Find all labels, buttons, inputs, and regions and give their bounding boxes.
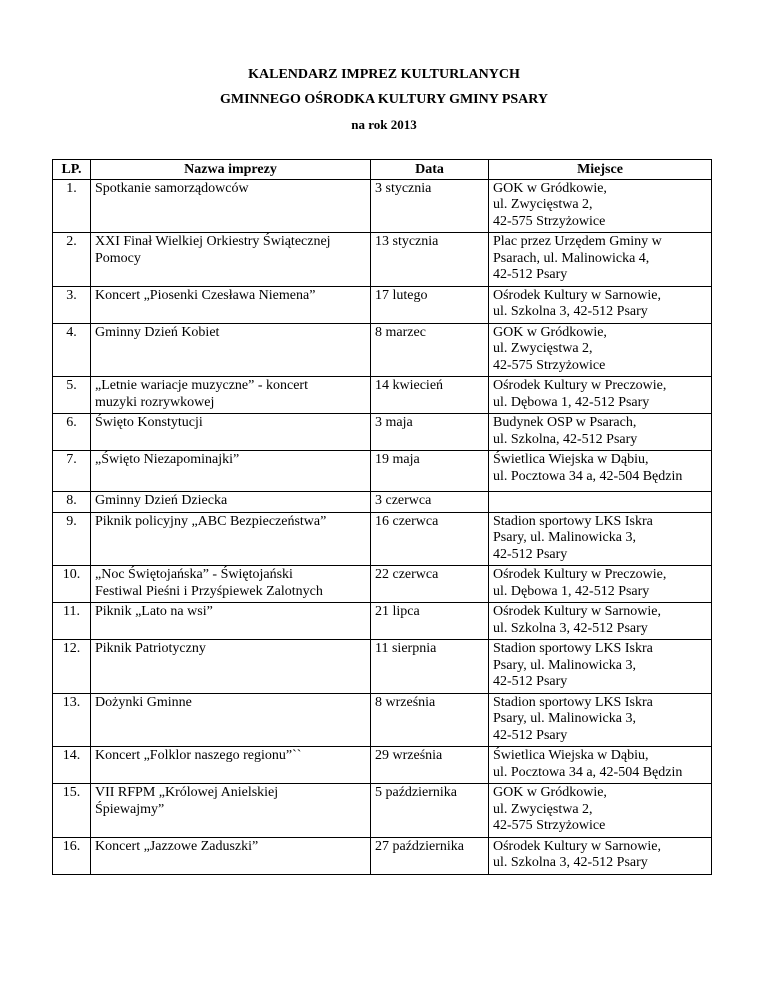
event-name	[91, 323, 371, 377]
events-table	[52, 159, 712, 875]
header-event-name: Nazwa imprezy	[91, 160, 371, 180]
event-name-line: „Letnie wariacje muzyczne” - koncert	[95, 378, 308, 393]
event-name	[91, 747, 371, 784]
row-number: 8.	[53, 492, 91, 513]
event-place-line: Budynek OSP w Psarach,	[493, 415, 637, 430]
event-name-line: Piknik policyjny „ABC Bezpieczeństwa”	[95, 513, 327, 529]
event-place	[489, 640, 712, 694]
event-place	[489, 747, 712, 784]
table-row	[53, 603, 712, 640]
event-place	[489, 512, 712, 566]
event-date: 29 września	[371, 747, 489, 784]
event-name	[91, 451, 371, 492]
event-date: 8 września	[371, 693, 489, 747]
table-row	[53, 693, 712, 747]
event-date: 8 marzec	[371, 323, 489, 377]
event-place-line: 42-512 Psary	[493, 727, 568, 743]
event-place	[489, 566, 712, 603]
event-place	[489, 451, 712, 492]
event-date: 21 lipca	[371, 603, 489, 640]
table-row	[53, 640, 712, 694]
table-row	[53, 179, 712, 233]
table-row	[53, 377, 712, 414]
event-place-line: GOK w Gródkowie,	[493, 785, 607, 800]
event-place	[489, 603, 712, 640]
event-place-line: ul. Pocztowa 34 a, 42-504 Będzin	[493, 764, 683, 780]
event-place-line: Plac przez Urzędem Gminy w	[493, 234, 662, 249]
table-header-row	[53, 160, 712, 180]
event-place-line: Ośrodek Kultury w Sarnowie,	[493, 604, 661, 619]
document-year: na rok 2013	[351, 117, 417, 132]
row-number: 5.	[53, 377, 91, 414]
event-name-line: Piknik „Lato na wsi”	[95, 604, 213, 619]
event-place-line: ul. Szkolna 3, 42-512 Psary	[493, 304, 648, 319]
event-place	[489, 693, 712, 747]
table-row	[53, 512, 712, 566]
row-number: 2.	[53, 233, 91, 287]
event-place-line: Stadion sportowy LKS Iskra	[493, 513, 653, 529]
event-place-line: ul. Zwycięstwa 2,	[493, 801, 593, 817]
event-name	[91, 179, 371, 233]
event-place-line: 42-575 Strzyżowice	[493, 357, 606, 373]
row-number: 13.	[53, 693, 91, 747]
event-place-line: ul. Dębowa 1, 42-512 Psary	[493, 394, 650, 410]
event-place	[489, 837, 712, 874]
event-name-line: Koncert „Piosenki Czesława Niemena”	[95, 287, 316, 303]
row-number: 15.	[53, 784, 91, 838]
table-row	[53, 747, 712, 784]
event-name-line: Koncert „Jazzowe Zaduszki”	[95, 838, 259, 854]
event-name-line: Śpiewajmy”	[95, 801, 165, 817]
event-place-line: Ośrodek Kultury w Preczowie,	[493, 378, 667, 393]
event-place-line: ul. Zwycięstwa 2,	[493, 197, 593, 212]
event-place-line: Psarach, ul. Malinowicka 4,	[493, 250, 650, 266]
event-place-line: ul. Dębowa 1, 42-512 Psary	[493, 583, 650, 599]
event-date: 13 stycznia	[371, 233, 489, 287]
header-place: Miejsce	[489, 160, 712, 180]
event-date: 14 kwiecień	[371, 377, 489, 414]
event-place-line: Ośrodek Kultury w Sarnowie,	[493, 287, 661, 303]
event-date: 16 czerwca	[371, 512, 489, 566]
event-name-line: XXI Finał Wielkiej Orkiestry Świątecznej	[95, 234, 331, 249]
event-place-line: GOK w Gródkowie,	[493, 180, 607, 196]
event-name-line: VII RFPM „Królowej Anielskiej	[95, 785, 279, 800]
event-date: 27 października	[371, 837, 489, 874]
event-name	[91, 414, 371, 451]
header-date: Data	[371, 160, 489, 180]
row-number: 16.	[53, 837, 91, 874]
row-number: 12.	[53, 640, 91, 694]
event-name-line: „Święto Niezapominajki”	[95, 452, 240, 467]
event-place	[489, 377, 712, 414]
row-number: 4.	[53, 323, 91, 377]
row-number: 7.	[53, 451, 91, 492]
document-subtitle: GMINNEGO OŚRODKA KULTURY GMINY PSARY	[219, 92, 549, 107]
event-date: 3 maja	[371, 414, 489, 451]
event-name	[91, 233, 371, 287]
event-place-line: ul. Zwycięstwa 2,	[493, 341, 593, 356]
event-place	[489, 323, 712, 377]
event-name-line: muzyki rozrywkowej	[95, 394, 215, 410]
event-place-line: 42-512 Psary	[493, 546, 568, 562]
event-place	[489, 286, 712, 323]
event-place-line: Ośrodek Kultury w Preczowie,	[493, 567, 667, 582]
table-row	[53, 837, 712, 874]
event-name-line: Piknik Patriotyczny	[95, 641, 206, 656]
row-number: 9.	[53, 512, 91, 566]
table-row	[53, 233, 712, 287]
table-row	[53, 323, 712, 377]
table-row	[53, 451, 712, 492]
table-row	[53, 566, 712, 603]
event-place	[489, 179, 712, 233]
event-name	[91, 492, 371, 513]
event-place-line: ul. Pocztowa 34 a, 42-504 Będzin	[493, 468, 683, 484]
event-date: 3 czerwca	[371, 492, 489, 513]
event-place-line: ul. Szkolna 3, 42-512 Psary	[493, 620, 648, 636]
event-name	[91, 603, 371, 640]
event-place-line: Świetlica Wiejska w Dąbiu,	[493, 748, 649, 763]
event-name-line: Gminny Dzień Kobiet	[95, 324, 220, 340]
row-number: 10.	[53, 566, 91, 603]
row-number: 14.	[53, 747, 91, 784]
event-name-line: Spotkanie samorządowców	[95, 180, 249, 196]
event-place	[489, 414, 712, 451]
event-place-line: Psary, ul. Malinowicka 3,	[493, 530, 636, 545]
table-row	[53, 784, 712, 838]
event-name	[91, 837, 371, 874]
event-name	[91, 784, 371, 838]
event-place-line: ul. Szkolna 3, 42-512 Psary	[493, 855, 648, 870]
event-place	[489, 492, 712, 513]
event-place-line: ul. Szkolna, 42-512 Psary	[493, 431, 638, 447]
event-name	[91, 640, 371, 694]
event-place-line: Psary, ul. Malinowicka 3,	[493, 657, 636, 673]
event-place-line: 42-512 Psary	[493, 267, 568, 282]
table-row	[53, 414, 712, 451]
header-lp: LP.	[53, 160, 91, 180]
event-name-line: Koncert „Folklor naszego regionu”``	[95, 748, 302, 763]
event-place-line: Stadion sportowy LKS Iskra	[493, 694, 653, 710]
event-name	[91, 566, 371, 603]
event-name-line: Dożynki Gminne	[95, 694, 192, 710]
event-name-line: Festiwal Pieśni i Przyśpiewek Zalotnych	[95, 583, 323, 599]
event-place	[489, 233, 712, 287]
event-date: 17 lutego	[371, 286, 489, 323]
table-row	[53, 492, 712, 513]
event-name-line: Pomocy	[95, 250, 141, 266]
row-number: 3.	[53, 286, 91, 323]
row-number: 11.	[53, 603, 91, 640]
event-date: 5 października	[371, 784, 489, 838]
event-name-line: Gminny Dzień Dziecka	[95, 493, 228, 508]
event-place-line: Świetlica Wiejska w Dąbiu,	[493, 452, 649, 467]
event-name	[91, 512, 371, 566]
document-title: KALENDARZ IMPREZ KULTURLANYCH	[248, 67, 520, 82]
event-date: 19 maja	[371, 451, 489, 492]
event-date: 22 czerwca	[371, 566, 489, 603]
event-place-line: Stadion sportowy LKS Iskra	[493, 641, 653, 656]
event-name	[91, 286, 371, 323]
event-date: 3 stycznia	[371, 179, 489, 233]
event-place-line: 42-575 Strzyżowice	[493, 213, 606, 229]
event-place-line: 42-575 Strzyżowice	[493, 818, 606, 833]
table-row	[53, 286, 712, 323]
event-place	[489, 784, 712, 838]
row-number: 6.	[53, 414, 91, 451]
event-place-line: Psary, ul. Malinowicka 3,	[493, 711, 636, 726]
row-number: 1.	[53, 179, 91, 233]
event-date: 11 sierpnia	[371, 640, 489, 694]
event-name	[91, 693, 371, 747]
event-place-line: 42-512 Psary	[493, 674, 568, 689]
event-place-line: Ośrodek Kultury w Sarnowie,	[493, 838, 661, 854]
event-name-line: Święto Konstytucji	[95, 415, 203, 430]
event-name-line: „Noc Świętojańska” - Świętojański	[95, 567, 293, 582]
event-place-line: GOK w Gródkowie,	[493, 324, 607, 340]
event-name	[91, 377, 371, 414]
